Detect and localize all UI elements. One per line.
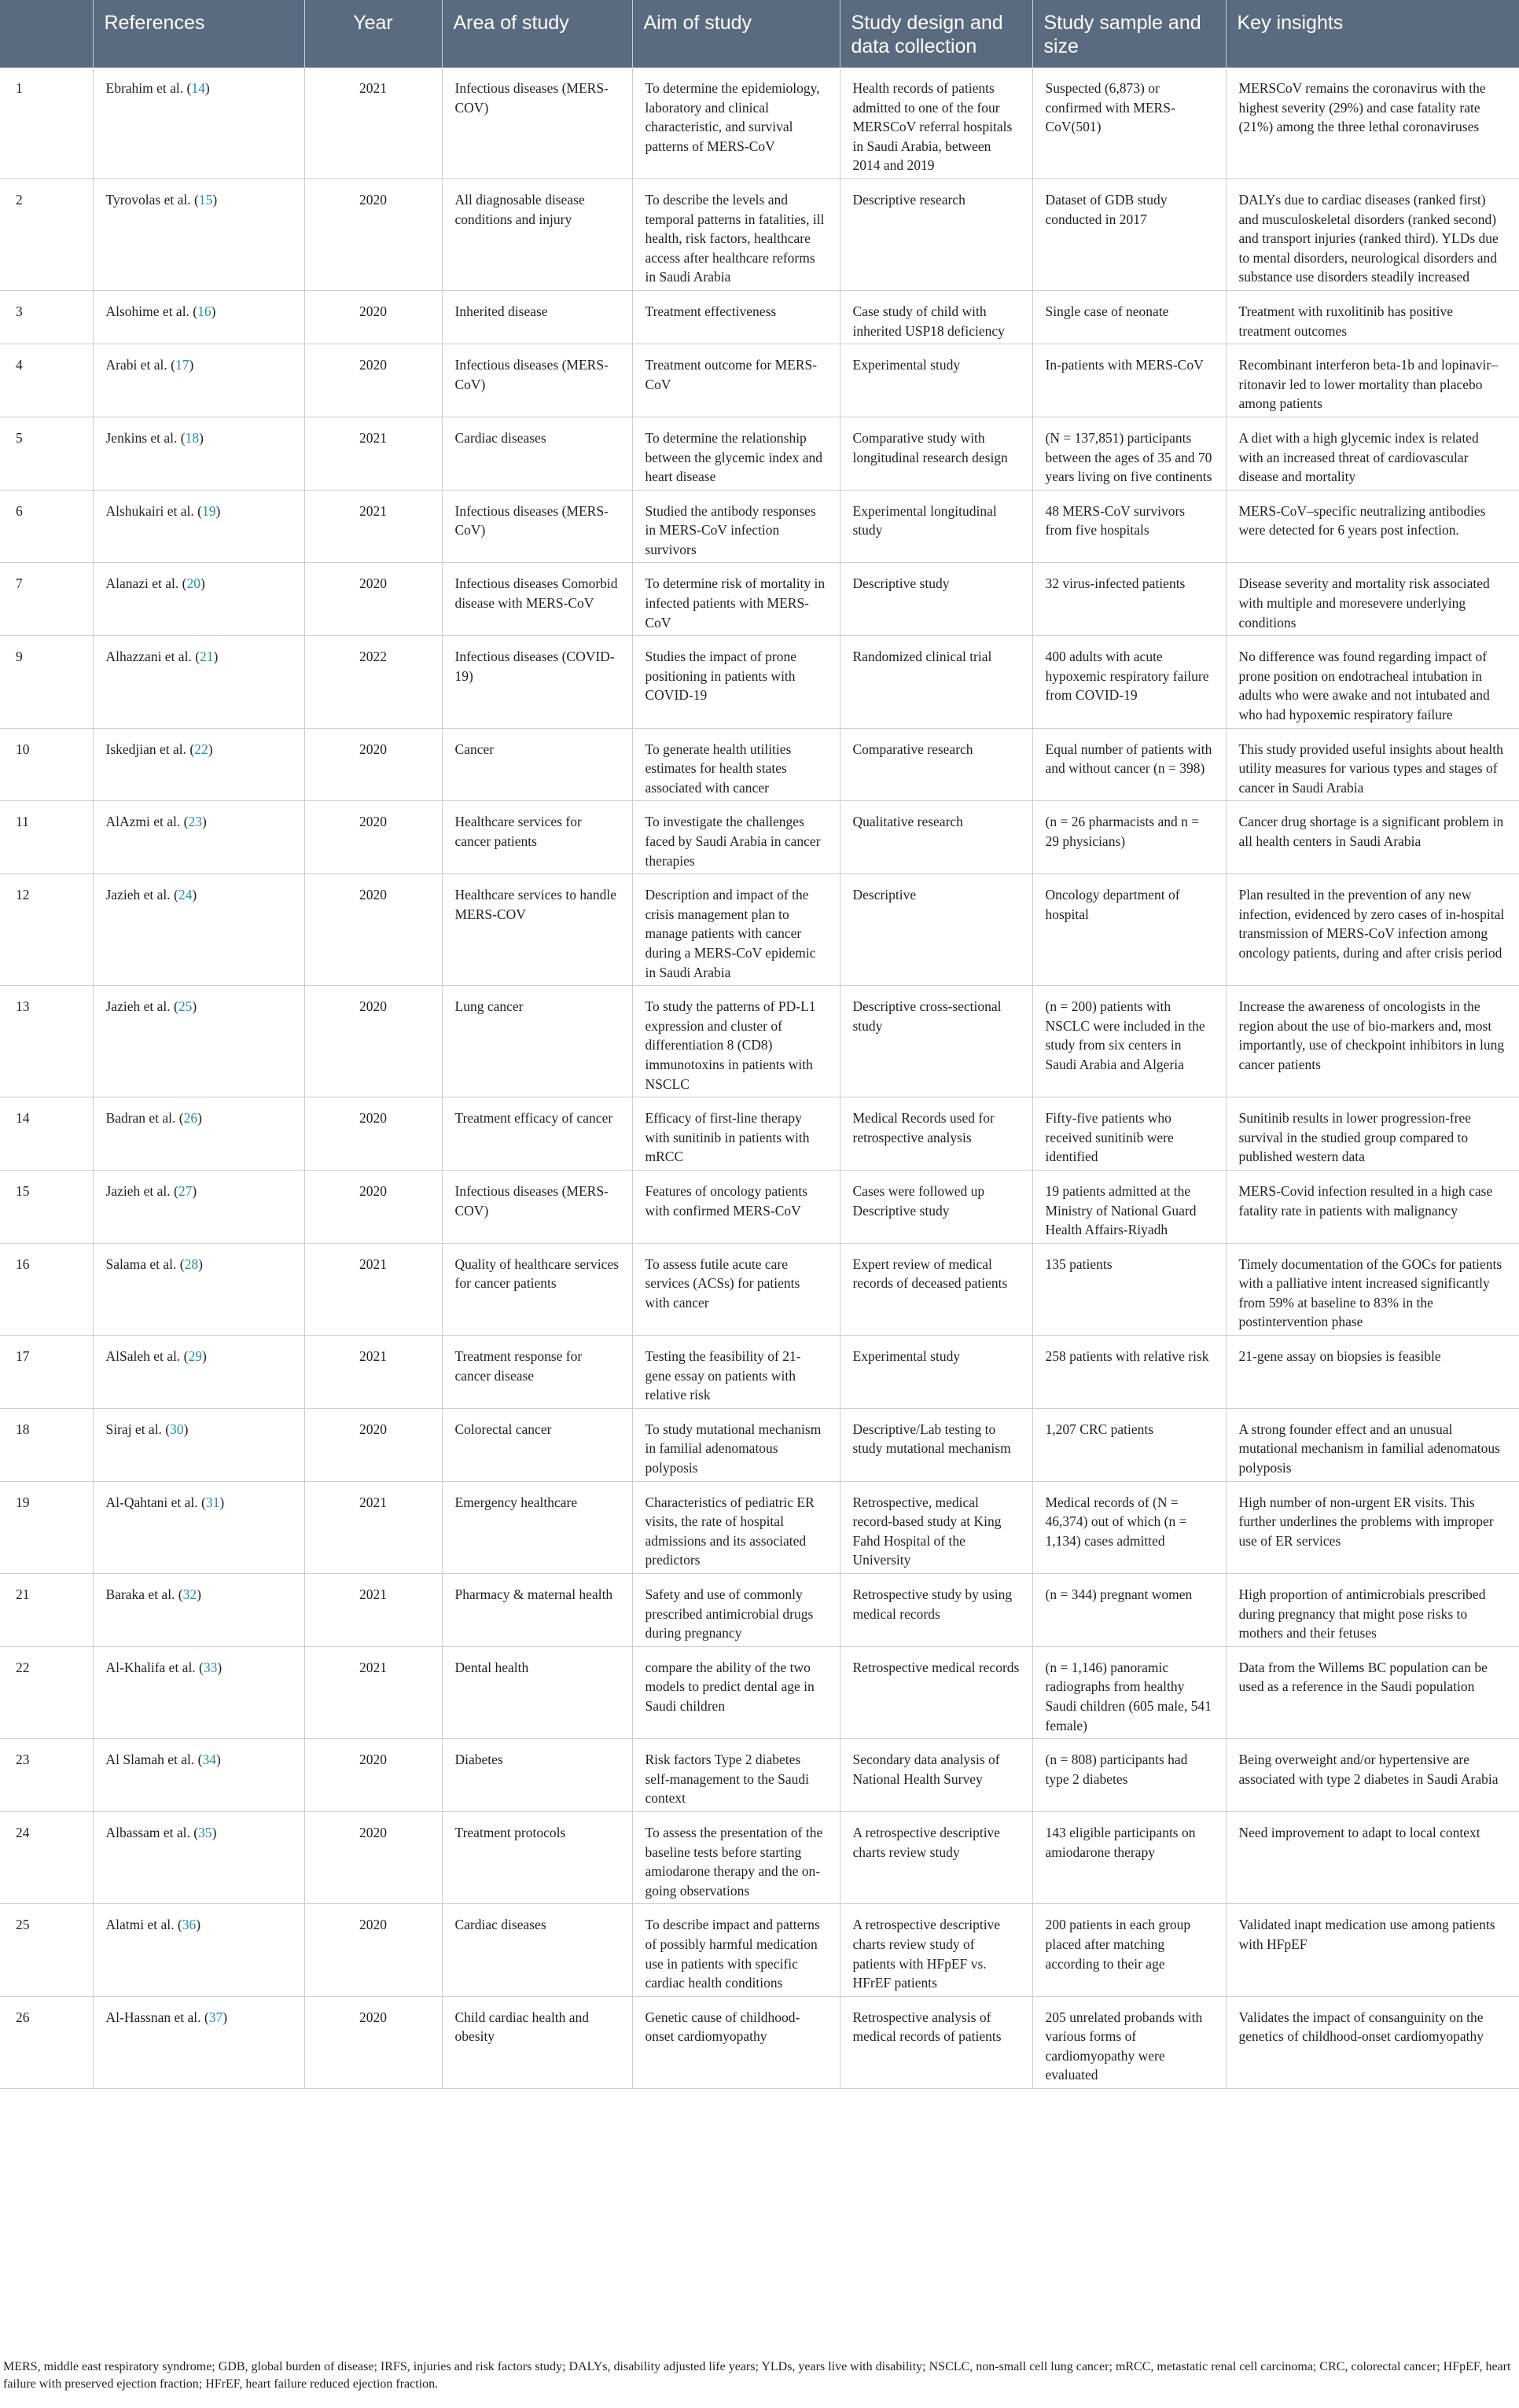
sample-cell: 1,207 CRC patients xyxy=(1032,1408,1226,1481)
year-cell: 2021 xyxy=(304,1243,442,1335)
citation-close: ) xyxy=(196,1917,201,1933)
insight-cell: Treatment with ruxolitinib has positive treatment outcomes xyxy=(1226,290,1519,344)
sample-cell: (N = 137,851) participants between the ages of 35 and 70 years living on five continents xyxy=(1032,417,1226,490)
citation-link[interactable]: 33 xyxy=(203,1659,218,1675)
citation-close: ) xyxy=(217,1659,223,1675)
header-year: Year xyxy=(304,0,442,68)
row-number: 9 xyxy=(0,636,93,728)
citation-close: ) xyxy=(223,2009,228,2025)
author-text: Alsohime et al. ( xyxy=(105,303,198,319)
design-cell: A retrospective descriptive charts review study of patients with HFpEF vs. HFrEF patients xyxy=(840,1904,1032,1996)
reference-cell xyxy=(93,1243,304,1335)
design-cell: Retrospective medical records xyxy=(840,1646,1032,1738)
year-cell: 2020 xyxy=(304,1170,442,1243)
year-cell: 2021 xyxy=(304,417,442,490)
aim-cell: To determine risk of mortality in infected patients with MERS-CoV xyxy=(632,563,840,636)
reference-cell xyxy=(93,417,304,490)
table-row xyxy=(0,1170,1519,1243)
sample-cell: Single case of neonate xyxy=(1032,290,1226,344)
aim-cell: To describe the levels and temporal patterns in fatalities, ill health, risk factors, healthcare access after healthcare reforms in Saudi Arabia xyxy=(632,178,840,290)
row-number: 24 xyxy=(0,1811,93,1903)
row-number: 21 xyxy=(0,1574,93,1647)
area-cell: Infectious diseases Comorbid disease with MERS-CoV xyxy=(442,563,632,636)
aim-cell: To generate health utilities estimates for health states associated with cancer xyxy=(632,728,840,801)
sample-cell: Equal number of patients with and without cancer (n = 398) xyxy=(1032,728,1226,801)
citation-close: ) xyxy=(219,1494,225,1510)
insight-cell: A strong founder effect and an unusual mutational mechanism in familial adenomatous polyposis xyxy=(1226,1408,1519,1481)
area-cell: Colorectal cancer xyxy=(442,1408,632,1481)
area-cell: Cardiac diseases xyxy=(442,417,632,490)
insight-cell: 21-gene assay on biopsies is feasible xyxy=(1226,1336,1519,1409)
citation-link[interactable]: 23 xyxy=(188,814,202,830)
table-row xyxy=(0,490,1519,563)
area-cell: Healthcare services for cancer patients xyxy=(442,801,632,874)
citation-close: ) xyxy=(211,1824,217,1840)
design-cell: Cases were followed up Descriptive study xyxy=(840,1170,1032,1243)
reference-cell xyxy=(93,874,304,986)
citation-close: ) xyxy=(198,1255,203,1272)
author-text: Al Slamah et al. ( xyxy=(105,1752,203,1768)
citation-link[interactable]: 26 xyxy=(183,1110,198,1127)
area-cell: Pharmacy & maternal health xyxy=(442,1574,632,1647)
aim-cell: To determine the epidemiology, laboratory and clinical characteristic, and survival patterns of MERS-CoV xyxy=(632,68,840,178)
citation-link[interactable]: 29 xyxy=(188,1348,202,1365)
author-text: Albassam et al. ( xyxy=(105,1824,199,1840)
citation-close: ) xyxy=(183,1421,189,1437)
year-cell: 2021 xyxy=(304,1481,442,1573)
header-design: Study design and data collection xyxy=(840,0,1032,68)
row-number: 12 xyxy=(0,874,93,986)
sample-cell: (n = 344) pregnant women xyxy=(1032,1574,1226,1647)
author-text: Baraka et al. ( xyxy=(105,1586,183,1602)
year-cell: 2021 xyxy=(304,1646,442,1738)
table-row xyxy=(0,68,1519,178)
aim-cell: Genetic cause of childhood-onset cardiomyopathy xyxy=(632,1996,840,2088)
table-row xyxy=(0,1336,1519,1409)
author-text: Jazieh et al. ( xyxy=(105,998,178,1015)
aim-cell: To assess the presentation of the baseline tests before starting amiodarone therapy and the on-going observations xyxy=(632,1811,840,1903)
reference-cell xyxy=(93,1097,304,1171)
header-sample: Study sample and size xyxy=(1032,0,1226,68)
year-cell: 2021 xyxy=(304,1574,442,1647)
author-text: Alanazi et al. ( xyxy=(105,575,187,592)
sample-cell: Fifty-five patients who received sunitinib were identified xyxy=(1032,1097,1226,1171)
reference-cell xyxy=(93,1481,304,1573)
sample-cell: 32 virus-infected patients xyxy=(1032,563,1226,636)
year-cell: 2020 xyxy=(304,1097,442,1171)
author-text: Jazieh et al. ( xyxy=(105,1182,178,1199)
author-text: Alhazzani et al. ( xyxy=(105,649,200,665)
design-cell: A retrospective descriptive charts review study xyxy=(840,1811,1032,1903)
reference-cell xyxy=(93,636,304,728)
insight-cell: Validates the impact of consanguinity on the genetics of childhood-onset cardiomyopathy xyxy=(1226,1996,1519,2088)
insight-cell: MERSCoV remains the coronavirus with the highest severity (29%) and case fatality rate (21%) among the three lethal coronaviruses xyxy=(1226,68,1519,178)
row-number: 13 xyxy=(0,986,93,1097)
header-area: Area of study xyxy=(442,0,632,68)
insight-cell: Timely documentation of the GOCs for patients with a palliative intent increased significantly from 59% at baseline to 83% in the postintervention phase xyxy=(1226,1243,1519,1335)
year-cell: 2020 xyxy=(304,801,442,874)
table-row xyxy=(0,1646,1519,1738)
insight-cell: Validated inapt medication use among patients with HFpEF xyxy=(1226,1904,1519,1996)
row-number: 7 xyxy=(0,563,93,636)
row-number: 17 xyxy=(0,1336,93,1409)
citation-close: ) xyxy=(189,357,194,373)
design-cell: Experimental longitudinal study xyxy=(840,490,1032,563)
aim-cell: To describe impact and patterns of possibly harmful medication use in patients with specific cardiac health conditions xyxy=(632,1904,840,1996)
insight-cell: MERS-Covid infection resulted in a high case fatality rate in patients with malignancy xyxy=(1226,1170,1519,1243)
citation-close: ) xyxy=(201,814,207,830)
aim-cell: Studies the impact of prone positioning in patients with COVID-19 xyxy=(632,636,840,728)
aim-cell: To assess futile acute care services (ACSs) for patients with cancer xyxy=(632,1243,840,1335)
sample-cell: Suspected (6,873) or confirmed with MERS-CoV(501) xyxy=(1032,68,1226,178)
area-cell: All diagnosable disease conditions and injury xyxy=(442,178,632,290)
citation-close: ) xyxy=(200,575,205,592)
citation-link[interactable]: 28 xyxy=(184,1255,199,1272)
area-cell: Infectious diseases (MERS-CoV) xyxy=(442,344,632,417)
year-cell: 2020 xyxy=(304,986,442,1097)
sample-cell: (n = 200) patients with NSCLC were included in the study from six centers in Saudi Arabia and Algeria xyxy=(1032,986,1226,1097)
design-cell: Medical Records used for retrospective analysis xyxy=(840,1097,1032,1171)
year-cell: 2020 xyxy=(304,178,442,290)
author-text: AlSaleh et al. ( xyxy=(105,1348,189,1365)
aim-cell: Treatment effectiveness xyxy=(632,290,840,344)
table-row xyxy=(0,1243,1519,1335)
table-row xyxy=(0,636,1519,728)
aim-cell: Risk factors Type 2 diabetes self-management to the Saudi context xyxy=(632,1739,840,1812)
reference-cell xyxy=(93,68,304,178)
citation-close: ) xyxy=(199,429,204,446)
year-cell: 2021 xyxy=(304,68,442,178)
author-text: AlAzmi et al. ( xyxy=(105,814,189,830)
header-aim: Aim of study xyxy=(632,0,840,68)
reference-cell xyxy=(93,1574,304,1647)
citation-close: ) xyxy=(192,1182,197,1199)
author-text: Alatmi et al. ( xyxy=(105,1917,182,1933)
sample-cell: 205 unrelated probands with various forms of cardiomyopathy were evaluated xyxy=(1032,1996,1226,2088)
header-insights: Key insights xyxy=(1226,0,1519,68)
reference-cell xyxy=(93,490,304,563)
sample-cell: Oncology department of hospital xyxy=(1032,874,1226,986)
table-row xyxy=(0,1097,1519,1171)
reference-cell xyxy=(93,1996,304,2088)
sample-cell: 143 eligible participants on amiodarone therapy xyxy=(1032,1811,1226,1903)
design-cell: Secondary data analysis of National Health Survey xyxy=(840,1739,1032,1812)
insight-cell: No difference was found regarding impact of prone position on endotracheal intubation in adults who were awake and not intubated and who had hypoxemic respiratory failure xyxy=(1226,636,1519,728)
reference-cell xyxy=(93,1811,304,1903)
author-text: Alshukairi et al. ( xyxy=(105,502,202,519)
reference-cell xyxy=(93,1408,304,1481)
table-row xyxy=(0,178,1519,290)
table-row xyxy=(0,290,1519,344)
author-text: Jenkins et al. ( xyxy=(105,429,186,446)
table-row xyxy=(0,563,1519,636)
year-cell: 2020 xyxy=(304,290,442,344)
table-row xyxy=(0,801,1519,874)
year-cell: 2020 xyxy=(304,874,442,986)
area-cell: Infectious diseases (MERS-CoV) xyxy=(442,490,632,563)
area-cell: Infectious diseases (MERS-COV) xyxy=(442,68,632,178)
design-cell: Retrospective, medical record-based study at King Fahd Hospital of the University xyxy=(840,1481,1032,1573)
citation-link[interactable]: 37 xyxy=(208,2009,223,2025)
year-cell: 2020 xyxy=(304,1739,442,1812)
table-row xyxy=(0,986,1519,1097)
year-cell: 2020 xyxy=(304,344,442,417)
design-cell: Retrospective study by using medical records xyxy=(840,1574,1032,1647)
author-text: Badran et al. ( xyxy=(105,1110,184,1127)
reference-cell xyxy=(93,563,304,636)
area-cell: Quality of healthcare services for cancer patients xyxy=(442,1243,632,1335)
author-text: Ebrahim et al. ( xyxy=(105,80,192,96)
row-number: 10 xyxy=(0,728,93,801)
row-number: 4 xyxy=(0,344,93,417)
author-text: Siraj et al. ( xyxy=(105,1421,171,1437)
citation-link[interactable]: 14 xyxy=(191,80,205,96)
citation-link[interactable]: 25 xyxy=(178,998,193,1015)
design-cell: Comparative research xyxy=(840,728,1032,801)
author-text: Al-Khalifa et al. ( xyxy=(105,1659,204,1675)
area-cell: Cancer xyxy=(442,728,632,801)
citation-close: ) xyxy=(212,191,218,208)
table-header-row xyxy=(0,0,1519,68)
design-cell: Descriptive cross-sectional study xyxy=(840,986,1032,1097)
aim-cell: compare the ability of the two models to predict dental age in Saudi children xyxy=(632,1646,840,1738)
table-row xyxy=(0,1996,1519,2088)
year-cell: 2022 xyxy=(304,636,442,728)
insight-cell: MERS-CoV–specific neutralizing antibodies were detected for 6 years post infection. xyxy=(1226,490,1519,563)
row-number: 18 xyxy=(0,1408,93,1481)
area-cell: Infectious diseases (COVID-19) xyxy=(442,636,632,728)
author-text: Tyrovolas et al. ( xyxy=(105,191,199,208)
insight-cell: High number of non-urgent ER visits. This further underlines the problems with improper use of ER services xyxy=(1226,1481,1519,1573)
reference-cell xyxy=(93,178,304,290)
insight-cell: A diet with a high glycemic index is related with an increased threat of cardiovascular disease and mortality xyxy=(1226,417,1519,490)
row-number: 25 xyxy=(0,1904,93,1996)
area-cell: Child cardiac health and obesity xyxy=(442,1996,632,2088)
design-cell: Comparative study with longitudinal research design xyxy=(840,417,1032,490)
sample-cell: 400 adults with acute hypoxemic respiratory failure from COVID-19 xyxy=(1032,636,1226,728)
area-cell: Infectious diseases (MERS-COV) xyxy=(442,1170,632,1243)
reference-cell xyxy=(93,1646,304,1738)
row-number: 16 xyxy=(0,1243,93,1335)
sample-cell: In-patients with MERS-CoV xyxy=(1032,344,1226,417)
year-cell: 2020 xyxy=(304,1904,442,1996)
table-row xyxy=(0,417,1519,490)
header-number xyxy=(0,0,93,68)
year-cell: 2020 xyxy=(304,1408,442,1481)
citation-close: ) xyxy=(213,649,219,665)
table-row xyxy=(0,1811,1519,1903)
insight-cell: Being overweight and/or hypertensive are associated with type 2 diabetes in Saudi Arabia xyxy=(1226,1739,1519,1812)
citation-close: ) xyxy=(204,80,210,96)
aim-cell: To investigate the challenges faced by Saudi Arabia in cancer therapies xyxy=(632,801,840,874)
design-cell: Experimental study xyxy=(840,344,1032,417)
sample-cell: 258 patients with relative risk xyxy=(1032,1336,1226,1409)
reference-cell xyxy=(93,1336,304,1409)
aim-cell: Description and impact of the crisis management plan to manage patients with cancer during a MERS-CoV epidemic in Saudi Arabia xyxy=(632,874,840,986)
insight-cell: High proportion of antimicrobials prescribed during pregnancy that might pose risks to mothers and their fetuses xyxy=(1226,1574,1519,1647)
sample-cell: Dataset of GDB study conducted in 2017 xyxy=(1032,178,1226,290)
area-cell: Diabetes xyxy=(442,1739,632,1812)
sample-cell: (n = 26 pharmacists and n = 29 physicians) xyxy=(1032,801,1226,874)
citation-link[interactable]: 15 xyxy=(198,191,213,208)
aim-cell: Safety and use of commonly prescribed antimicrobial drugs during pregnancy xyxy=(632,1574,840,1647)
table-row xyxy=(0,1739,1519,1812)
year-cell: 2021 xyxy=(304,1336,442,1409)
design-cell: Descriptive research xyxy=(840,178,1032,290)
citation-close: ) xyxy=(197,1586,201,1602)
citation-link[interactable]: 17 xyxy=(175,357,189,373)
table-row xyxy=(0,874,1519,986)
year-cell: 2020 xyxy=(304,1996,442,2088)
citation-close: ) xyxy=(215,1752,221,1768)
row-number: 14 xyxy=(0,1097,93,1171)
design-cell: Descriptive xyxy=(840,874,1032,986)
citation-link[interactable]: 30 xyxy=(170,1421,184,1437)
sample-cell: (n = 1,146) panoramic radiographs from healthy Saudi children (605 male, 541 female) xyxy=(1032,1646,1226,1738)
citation-link[interactable]: 31 xyxy=(205,1494,220,1510)
citation-close: ) xyxy=(197,1110,202,1127)
citation-link[interactable]: 32 xyxy=(182,1586,197,1602)
author-text: Salama et al. ( xyxy=(105,1255,185,1272)
row-number: 26 xyxy=(0,1996,93,2088)
insight-cell: This study provided useful insights about health utility measures for various types and stages of cancer in Saudi Arabia xyxy=(1226,728,1519,801)
row-number: 15 xyxy=(0,1170,93,1243)
author-text: Al-Qahtani et al. ( xyxy=(105,1494,206,1510)
citation-close: ) xyxy=(192,998,197,1015)
year-cell: 2020 xyxy=(304,563,442,636)
aim-cell: Efficacy of first-line therapy with sunitinib in patients with mRCC xyxy=(632,1097,840,1171)
citation-link[interactable]: 24 xyxy=(178,887,193,903)
area-cell: Lung cancer xyxy=(442,986,632,1097)
aim-cell: Testing the feasibility of 21-gene essay on patients with relative risk xyxy=(632,1336,840,1409)
reference-cell xyxy=(93,1904,304,1996)
reference-cell xyxy=(93,1170,304,1243)
citation-link[interactable]: 35 xyxy=(198,1824,212,1840)
citation-link[interactable]: 19 xyxy=(201,502,216,519)
table-body xyxy=(0,68,1519,2089)
table-row xyxy=(0,1574,1519,1647)
design-cell: Descriptive/Lab testing to study mutational mechanism xyxy=(840,1408,1032,1481)
design-cell: Health records of patients admitted to one of the four MERSCoV referral hospitals in Saudi Arabia, between 2014 and 2019 xyxy=(840,68,1032,178)
insight-cell: Sunitinib results in lower progression-free survival in the studied group compared to published western data xyxy=(1226,1097,1519,1171)
citation-close: ) xyxy=(211,303,216,319)
design-cell: Expert review of medical records of deceased patients xyxy=(840,1243,1032,1335)
area-cell: Cardiac diseases xyxy=(442,1904,632,1996)
area-cell: Emergency healthcare xyxy=(442,1481,632,1573)
table-footnote: MERS, middle east respiratory syndrome; GDB, global burden of disease; IRFS, injuries and risk factors study; DALYs, disability adjusted life years; YLDs, years live with disability; NSCLC, non-small cell lung cancer; mRCC, metastatic renal cell carcinoma; CRC, colorectal cancer; HFpEF, heart failure with preserved ejection fraction; HFrEF, heart failure reduced ejection fraction. xyxy=(3,2360,1511,2391)
citation-link[interactable]: 34 xyxy=(202,1752,216,1768)
year-cell: 2021 xyxy=(304,490,442,563)
table-row xyxy=(0,1481,1519,1573)
row-number: 23 xyxy=(0,1739,93,1812)
sample-cell: 48 MERS-CoV survivors from five hospitals xyxy=(1032,490,1226,563)
row-number: 3 xyxy=(0,290,93,344)
year-cell: 2020 xyxy=(304,728,442,801)
header-references: References xyxy=(93,0,304,68)
citation-link[interactable]: 27 xyxy=(178,1182,193,1199)
table-row xyxy=(0,1904,1519,1996)
row-number: 2 xyxy=(0,178,93,290)
reference-cell xyxy=(93,344,304,417)
area-cell: Treatment efficacy of cancer xyxy=(442,1097,632,1171)
row-number: 22 xyxy=(0,1646,93,1738)
insight-cell: Cancer drug shortage is a significant problem in all health centers in Saudi Arabia xyxy=(1226,801,1519,874)
reference-cell xyxy=(93,1739,304,1812)
sample-cell: 200 patients in each group placed after matching according to their age xyxy=(1032,1904,1226,1996)
design-cell: Randomized clinical trial xyxy=(840,636,1032,728)
citation-link[interactable]: 36 xyxy=(182,1917,197,1933)
aim-cell: Treatment outcome for MERS-CoV xyxy=(632,344,840,417)
author-text: Arabi et al. ( xyxy=(105,357,175,373)
design-cell: Descriptive study xyxy=(840,563,1032,636)
sample-cell: 19 patients admitted at the Ministry of National Guard Health Affairs-Riyadh xyxy=(1032,1170,1226,1243)
reference-cell xyxy=(93,801,304,874)
citation-link[interactable]: 20 xyxy=(186,575,201,592)
author-text: Iskedjian et al. ( xyxy=(105,741,195,757)
area-cell: Treatment protocols xyxy=(442,1811,632,1903)
row-number: 19 xyxy=(0,1481,93,1573)
row-number: 5 xyxy=(0,417,93,490)
sample-cell: (n = 808) participants had type 2 diabetes xyxy=(1032,1739,1226,1812)
year-cell: 2020 xyxy=(304,1811,442,1903)
aim-cell: To study mutational mechanism in familial adenomatous polyposis xyxy=(632,1408,840,1481)
design-cell: Retrospective analysis of medical records of patients xyxy=(840,1996,1032,2088)
author-text: Jazieh et al. ( xyxy=(105,887,178,903)
design-cell: Qualitative research xyxy=(840,801,1032,874)
area-cell: Healthcare services to handle MERS-COV xyxy=(442,874,632,986)
aim-cell: To determine the relationship between the glycemic index and heart disease xyxy=(632,417,840,490)
area-cell: Dental health xyxy=(442,1646,632,1738)
insight-cell: Data from the Willems BC population can be used as a reference in the Saudi population xyxy=(1226,1646,1519,1738)
reference-cell xyxy=(93,986,304,1097)
reference-cell xyxy=(93,728,304,801)
insight-cell: Disease severity and mortality risk associated with multiple and moresevere underlying conditions xyxy=(1226,563,1519,636)
citation-close: ) xyxy=(201,1348,207,1365)
row-number: 6 xyxy=(0,490,93,563)
insight-cell: Need improvement to adapt to local context xyxy=(1226,1811,1519,1903)
aim-cell: Characteristics of pediatric ER visits, the rate of hospital admissions and its associated predictors xyxy=(632,1481,840,1573)
citation-close: ) xyxy=(208,741,213,757)
row-number: 1 xyxy=(0,68,93,178)
table-row xyxy=(0,728,1519,801)
citation-link[interactable]: 16 xyxy=(197,303,211,319)
aim-cell: Features of oncology patients with confirmed MERS-CoV xyxy=(632,1170,840,1243)
design-cell: Case study of child with inherited USP18 deficiency xyxy=(840,290,1032,344)
reference-cell xyxy=(93,290,304,344)
citation-close: ) xyxy=(215,502,221,519)
table-row xyxy=(0,1408,1519,1481)
sample-cell: Medical records of (N = 46,374) out of which (n = 1,134) cases admitted xyxy=(1032,1481,1226,1573)
citation-link[interactable]: 22 xyxy=(194,741,208,757)
author-text: Al-Hassnan et al. ( xyxy=(105,2009,209,2025)
insight-cell: Increase the awareness of oncologists in the region about the use of bio-markers and, most importantly, use of checkpoint inhibitors in lung cancer patients xyxy=(1226,986,1519,1097)
citation-link[interactable]: 21 xyxy=(200,649,214,665)
aim-cell: Studied the antibody responses in MERS-CoV infection survivors xyxy=(632,490,840,563)
table-row xyxy=(0,344,1519,417)
design-cell: Experimental study xyxy=(840,1336,1032,1409)
insight-cell: Plan resulted in the prevention of any new infection, evidenced by zero cases of in-hospital transmission of MERS-CoV infection among oncology patients, during and after crisis period xyxy=(1226,874,1519,986)
sample-cell: 135 patients xyxy=(1032,1243,1226,1335)
insight-cell: Recombinant interferon beta-1b and lopinavir–ritonavir led to lower mortality than placebo among patients xyxy=(1226,344,1519,417)
citation-close: ) xyxy=(192,887,197,903)
area-cell: Treatment response for cancer disease xyxy=(442,1336,632,1409)
aim-cell: To study the patterns of PD-L1 expression and cluster of differentiation 8 (CD8) immunotoxins in patients with NSCLC xyxy=(632,986,840,1097)
insight-cell: DALYs due to cardiac diseases (ranked first) and musculoskeletal disorders (ranked second) and transport injuries (ranked third). YLDs due to mental disorders, neurological disorders and substance use disorders steadily increased xyxy=(1226,178,1519,290)
row-number: 11 xyxy=(0,801,93,874)
citation-link[interactable]: 18 xyxy=(185,429,200,446)
area-cell: Inherited disease xyxy=(442,290,632,344)
